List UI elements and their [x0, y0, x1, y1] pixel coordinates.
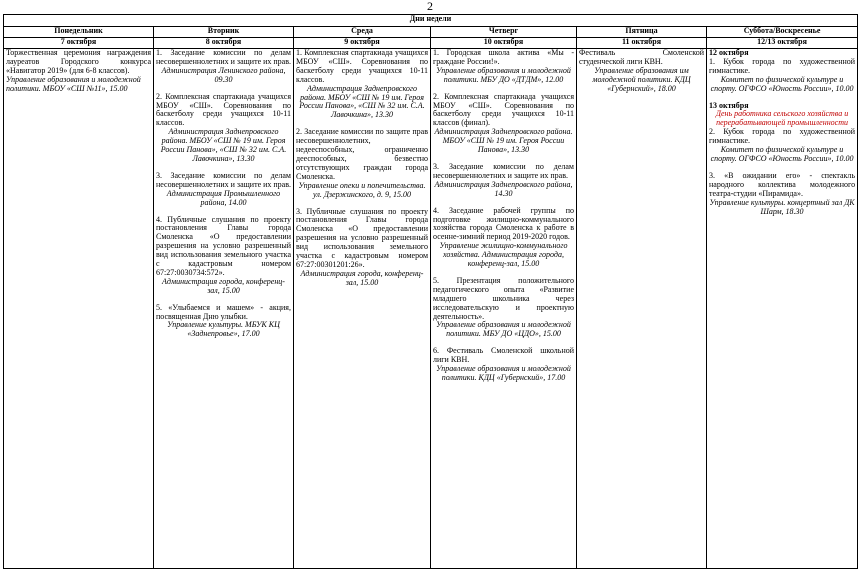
event-item [433, 347, 574, 383]
event-item [156, 172, 291, 208]
event-text: 4. Заседание рабочей группы по подготовке жилищно-коммунального хозяйства города Смоленска к работе в осенне-зимний период 2019-2020 годов. [433, 205, 574, 242]
page-number: 2 [427, 0, 433, 13]
weekly-schedule-table [3, 14, 858, 569]
event-item [296, 128, 428, 199]
dates-row [4, 38, 858, 49]
day-date: 11 октября [577, 38, 707, 49]
event-item [709, 58, 855, 94]
holiday-note: День работника сельского хозяйства и перерабатывающей промышленности [715, 109, 849, 128]
day-name: Пятница [577, 27, 707, 38]
event-organizer: Управление образования им молодежной политики. КДЦ «Губернский», 18.00 [592, 65, 691, 93]
event-text: 3. «В ожидании его» - спектакль народного коллектива молодежного театра-студии «Пирамида». [709, 170, 856, 198]
event-item [296, 49, 428, 120]
event-item [433, 207, 574, 269]
day-name: Понедельник [4, 27, 154, 38]
event-organizer: Управление образования и молодежной политики. МБУ ДО «ДТДМ», 12.00 [436, 65, 571, 84]
event-text: Фестиваль Смоленской студенческой лиги КВН. [579, 48, 704, 66]
event-item [433, 277, 574, 339]
friday-events [577, 49, 707, 569]
weekend-events [707, 49, 858, 569]
day-date: 10 октября [431, 38, 577, 49]
event-organizer: Администрация города, конференц-зал, 15.00 [300, 268, 424, 287]
tuesday-events [154, 49, 294, 569]
event-organizer: Администрация Промышленного района, 14.00 [166, 188, 281, 207]
event-text: 2. Комплексная спартакиада учащихся МБОУ «СШ». Соревнования по баскетболу среди учащихся 10-11 классов. [156, 91, 291, 128]
day-date: 12/13 октября [707, 38, 858, 49]
event-text: 2. Комплексная спартакиада учащихся МБОУ «СШ». Соревнования по баскетболу среди учащихся 10-11 классов (финал). [433, 91, 574, 128]
event-text: 2. Кубок города по художественной гимнастике. [709, 127, 856, 146]
day-name: Среда [294, 27, 431, 38]
event-item [579, 49, 704, 94]
day-names-row [4, 27, 858, 38]
event-text: 3. Заседание комиссии по делам несовершеннолетних и защите их прав. [156, 170, 292, 189]
monday-events [4, 49, 154, 569]
event-text: 2. Заседание комиссии по защите прав несовершеннолетних, недееспособных, ограниченно дееспособных, безвестно отсутствующих граждан города Смоленска. [296, 127, 428, 181]
wednesday-events [294, 49, 431, 569]
event-organizer: Комитет по физической культуре и спорту. ОГФСО «Юность России», 10.00 [710, 74, 854, 93]
event-organizer: Управление культуры. МБУК КЦ «Заднепровье», 17.00 [167, 320, 280, 339]
event-organizer: Управление образования и молодежной политики. МБУ ДО «ЦДО», 15.00 [436, 320, 571, 339]
event-organizer: Администрация Заднепровского района. МБОУ «СШ № 19 им. Героя России Панова», «СШ № 32 им. С.А. Лавочкина», 13.30 [299, 83, 425, 120]
event-organizer: Управление культуры. концертный зал ДК Шарм, 18.30 [709, 197, 855, 216]
event-organizer: Управление жилищно-коммунального хозяйства. Администрация города, конференц-зал, 15.00 [439, 241, 568, 269]
event-text: 1. Заседание комиссии по делам несовершеннолетних и защите их прав. [156, 48, 292, 66]
event-item [709, 172, 855, 217]
table-header: Дни недели [4, 15, 858, 27]
weekend-date-13: 13 октября [709, 100, 749, 110]
day-date: 8 октября [154, 38, 294, 49]
day-name: Вторник [154, 27, 294, 38]
events-row [4, 49, 858, 569]
event-text: 1. Кубок города по художественной гимнастике. [709, 56, 856, 75]
event-organizer: Управление опеки и попечительства. ул. Дзержинского, д. 9, 15.00 [298, 180, 426, 199]
event-item [156, 93, 291, 164]
event-organizer: Комитет по физической культуре и спорту. ОГФСО «Юность России», 10.00 [710, 145, 854, 163]
event-item [433, 93, 574, 155]
event-organizer: Администрация Заднепровского района. МБОУ «СШ № 19 им. Героя России Панова», 13.30 [434, 127, 573, 155]
event-item [156, 304, 291, 340]
event-text: 5. Презентация положительного педагогического опыта «Развитие младшего школьника через исследовательскую и проектную деятельность». [433, 275, 574, 321]
event-text: 3. Заседание комиссии по делам несовершеннолетних и защите их прав. [433, 161, 574, 180]
thursday-events [431, 49, 577, 569]
event-organizer: Администрация Заднепровского района. МБОУ «СШ № 19 им. Героя России Панова», «СШ № 32 им. С.А. Лавочкина», 13.30 [160, 127, 287, 163]
event-organizer: Администрация Ленинского района, 09.30 [161, 65, 286, 84]
event-text: 6. Фестиваль Смоленской школьной лиги КВН. [433, 346, 574, 365]
weekend-date-12: 12 октября [709, 48, 749, 57]
event-item [709, 128, 855, 164]
day-date: 7 октября [4, 38, 154, 49]
event-item [433, 163, 574, 199]
event-organizer: Управление образования и молодежной политики. КДЦ «Губернский», 17.00 [436, 364, 571, 382]
event-item [433, 49, 574, 85]
event-organizer: Администрация города, конференц-зал, 15.00 [162, 276, 285, 295]
event-item [296, 208, 428, 288]
event-text: 5. «Улыбаемся и машем» - акция, посвященная Дню улыбки. [156, 302, 291, 321]
day-name: Суббота/Воскресенье [707, 27, 858, 38]
day-date: 9 октября [294, 38, 431, 49]
event-organizer: Администрация Заднепровского района, 14.30 [434, 179, 573, 198]
event-text: 1. Городская школа актива «Мы - граждане России!». [433, 48, 574, 66]
event-text: Торжественная церемония награждения лауреатов Городского конкурса «Навигатор 2019» (для 6-8 классов). [6, 48, 151, 75]
event-item [156, 49, 291, 85]
event-text: 3. Публичные слушания по проекту постановления Главы города Смоленска «О предоставлении разрешения на условно разрешенный вид использования земельного участка с кадастровым номером 67:27:00301201:26». [296, 206, 428, 269]
event-item [156, 216, 291, 296]
event-text: 1. Комплексная спартакиада учащихся МБОУ «СШ». Соревнования по баскетболу среди учащихся 10-11 классов. [296, 48, 428, 84]
day-name: Четверг [431, 27, 577, 38]
event-text: 4. Публичные слушания по проекту постановления Главы города Смоленска «О предоставлении разрешения на условно разрешенный вид использования земельного участка с кадастровым номером 67:27:0030734:572». [156, 214, 291, 277]
event-organizer: Управление образования и молодежной политики. МБОУ «СШ №11», 15.00 [6, 74, 141, 93]
event-item [6, 49, 151, 94]
